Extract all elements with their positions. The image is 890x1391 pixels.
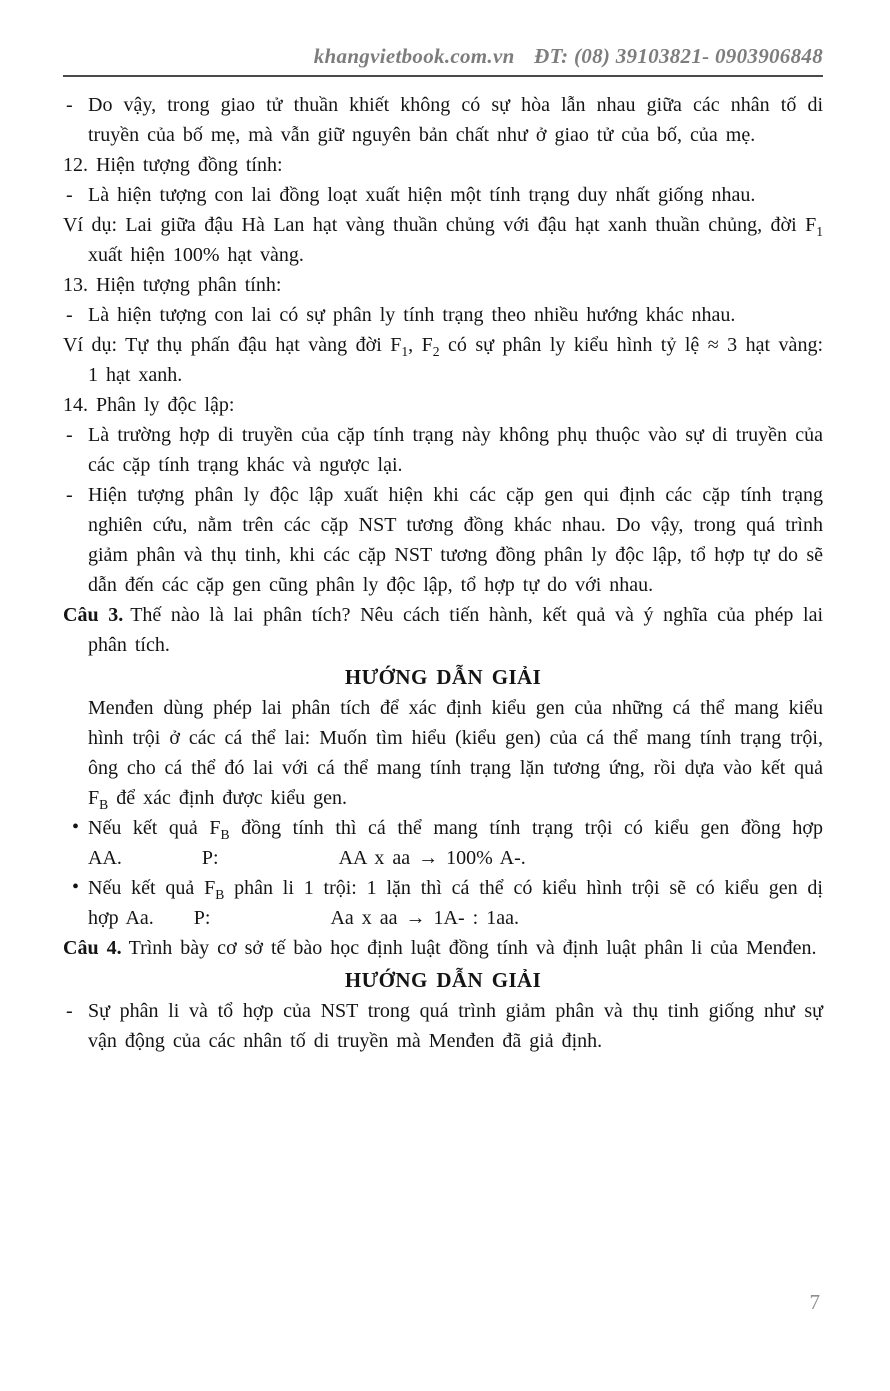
paragraph-text: Là hiện tượng con lai đồng loạt xuất hiện một tính trạng duy nhất giống nhau. [88,184,756,206]
page-number: 7 [809,1290,820,1314]
example-paragraph [63,330,823,390]
paragraph-text: Nếu kết quả $F_B$ đồng tính thì cá thể mang tính trạng trội có kiểu gen đồng hợp AA. P: AA x aa → 100% A-. [88,817,823,869]
dash-marker: - [66,484,73,506]
paragraph-text: Sự phân li và tổ hợp của NST trong quá trình giảm phân và thụ tinh giống như sự vận động của các nhân tố di truyền mà Menđen đã giả định. [88,1000,823,1052]
numbered-item-13 [63,270,823,300]
header-site-url: khangvietbook.com.vn [313,44,515,68]
numbered-item-12 [63,150,823,180]
document-page [0,44,890,1391]
paragraph-text: Hiện tượng phân ly độc lập xuất hiện khi các cặp gen qui định các cặp tính trạng nghiên cứu, nằm trên các cặp NST tương đồng khác nhau. Do vậy, trong quá trình giảm phân và thụ tinh, khi các cặp NST tương đồng phân ly độc lập, tổ hợp tự do sẽ dẫn đến các cặp gen cũng phân ly độc lập, tổ hợp tự do với nhau. [88,484,823,596]
bullet-item [63,813,823,873]
numbered-item-14 [63,390,823,420]
page-content [63,90,823,1056]
dash-marker: - [66,304,73,326]
paragraph-text: Nếu kết quả $F_B$ phân li 1 trội: 1 lặn thì cá thể có kiểu hình trội sẽ có kiểu gen dị hợp Aa. P: Aa x aa → 1A- : 1aa. [88,877,823,929]
question-4 [63,933,823,963]
solution-heading [63,963,823,996]
question-3 [63,600,823,660]
question-label: Câu 4. [63,937,122,959]
example-paragraph [63,210,823,270]
question-text: Thế nào là lai phân tích? Nêu cách tiến hành, kết quả và ý nghĩa của phép lai phân tích. [88,604,823,656]
bullet-marker: • [72,816,80,838]
paragraph-text: Menđen dùng phép lai phân tích để xác định kiểu gen của những cá thể mang kiểu hình trội ở các cá thể lai: Muốn tìm hiểu (kiểu gen) của cá thể mang tính trạng trội, ông cho cá thể đó lai với cá thể mang tính trạng lặn tương ứng, rồi dựa vào kết quả $F_B$ để xác định được kiểu gen. [88,697,823,812]
paragraph-text: Ví dụ: Tự thụ phấn đậu hạt vàng đời $F_1$, $F_2$ có sự phân ly kiểu hình tỷ lệ ≈ 3 hạt vàng: 1 hạt xanh. [63,334,823,386]
dash-marker: - [66,94,73,116]
question-label: Câu 3. [63,604,124,626]
paragraph-dash [63,300,823,330]
paragraph-dash [63,996,823,1056]
heading-text: HƯỚNG DẪN GIẢI [344,665,542,689]
page-header [63,44,823,77]
heading-text: HƯỚNG DẪN GIẢI [344,968,542,992]
bullet-item [63,873,823,933]
paragraph-dash [63,180,823,210]
paragraph-text: 12. Hiện tượng đồng tính: [63,154,283,176]
paragraph-text: Là hiện tượng con lai có sự phân ly tính trạng theo nhiều hướng khác nhau. [88,304,736,326]
paragraph-dash [63,420,823,480]
paragraph-text: Là trường hợp di truyền của cặp tính trạng này không phụ thuộc vào sự di truyền của các cặp tính trạng khác và ngược lại. [88,424,823,476]
paragraph-text: 13. Hiện tượng phân tính: [63,274,282,296]
header-phone: ĐT: (08) 39103821- 0903906848 [534,44,823,68]
dash-marker: - [66,424,73,446]
paragraph-dash [63,480,823,600]
dash-marker: - [66,184,73,206]
paragraph-text: Do vậy, trong giao tử thuần khiết không có sự hòa lẫn nhau giữa các nhân tố di truyền của bố mẹ, mà vẫn giữ nguyên bản chất như ở giao tử của bố, của mẹ. [88,94,823,146]
paragraph-dash [63,90,823,150]
dash-marker: - [66,1000,73,1022]
question-text: Trình bày cơ sở tế bào học định luật đồng tính và định luật phân li của Menđen. [128,937,817,959]
paragraph-text: 14. Phân ly độc lập: [63,394,235,416]
page-container [0,44,890,1056]
solution-heading [63,660,823,693]
solution-paragraph [63,693,823,813]
paragraph-text: Ví dụ: Lai giữa đậu Hà Lan hạt vàng thuần chủng với đậu hạt xanh thuần chủng, đời $F_1$ xuất hiện 100% hạt vàng. [63,214,823,266]
bullet-marker: • [72,876,80,898]
